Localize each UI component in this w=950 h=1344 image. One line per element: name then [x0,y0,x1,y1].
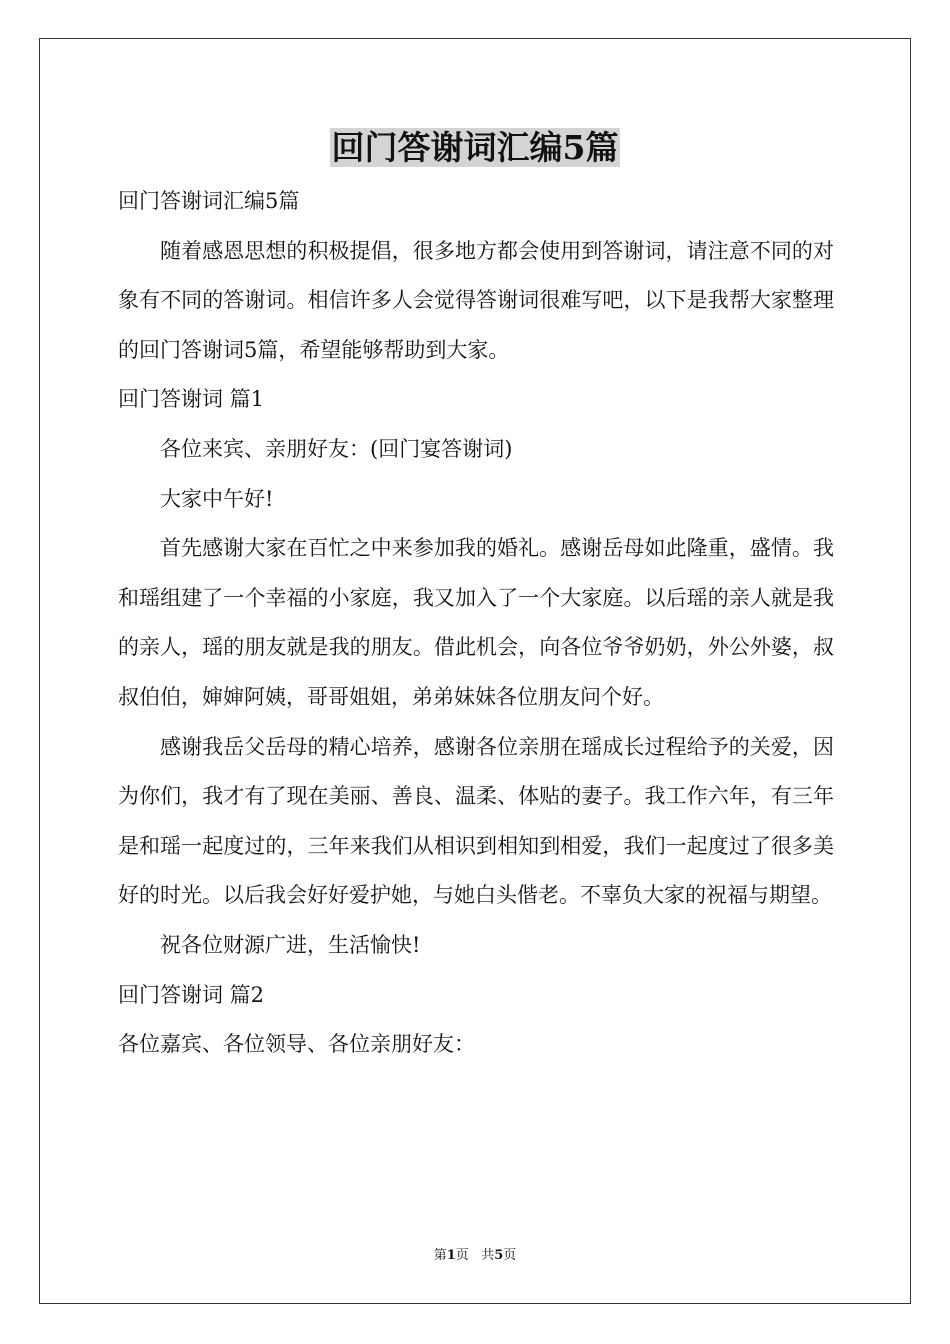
footer-page-suffix: 页 [503,1248,517,1263]
body-paragraph: 各位来宾、亲朋好友：(回门宴答谢词) [160,436,513,461]
document-title: 回门答谢词汇编5篇 [331,128,619,167]
page-footer [0,1247,950,1265]
document-body [118,177,834,1070]
document-subtitle: 回门答谢词汇编5篇 [118,189,300,213]
body-paragraph: 感谢我岳父岳母的精心培养，感谢各位亲朋在瑶成长过程给予的关爱，因为你们，我才有了现在美丽、善良、温柔、体贴的妻子。我工作六年，有三年是和瑶一起度过的，三年来我们从相识到相知到相爱，我们一起度过了很多美好的时光。以后我会好好爱护她，与她白头偕老。不辜负大家的祝福与期望。 [118,734,834,908]
footer-page-total: 5 [494,1248,504,1263]
footer-page-prefix: 第 [433,1248,447,1263]
footer-page-mid: 页 共 [455,1248,495,1263]
body-paragraph: 各位嘉宾、各位领导、各位亲朋好友： [118,1032,475,1057]
section-heading-1: 回门答谢词 篇1 [118,387,265,412]
body-paragraph: 祝各位财源广进，生活愉快! [160,932,421,957]
section-heading-2: 回门答谢词 篇2 [118,982,265,1007]
body-paragraph: 大家中午好! [160,486,274,511]
footer-page-current: 1 [446,1248,456,1263]
body-paragraph: 首先感谢大家在百忙之中来参加我的婚礼。感谢岳母如此隆重，盛情。我和瑶组建了一个幸福的小家庭，我又加入了一个大家庭。以后瑶的亲人就是我的亲人，瑶的朋友就是我的朋友。借此机会，向各位爷爷奶奶，外公外婆，叔叔伯伯，婶婶阿姨，哥哥姐姐，弟弟妹妹各位朋友问个好。 [118,536,834,709]
intro-paragraph: 随着感恩思想的积极提倡，很多地方都会使用到答谢词，请注意不同的对象有不同的答谢词。相信许多人会觉得答谢词很难写吧，以下是我帮大家整理的回门答谢词5篇，希望能够帮助到大家。 [118,238,834,362]
document-title-wrapper [0,126,950,170]
